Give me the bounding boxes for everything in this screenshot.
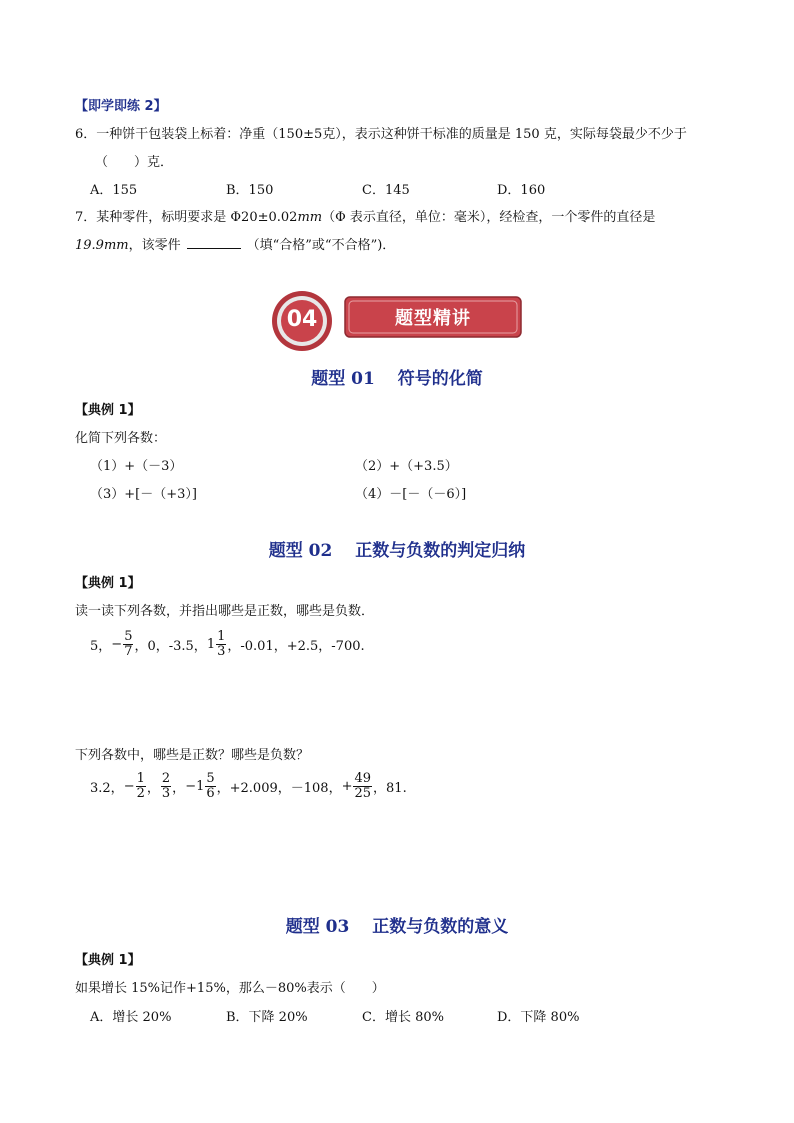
q-option-a: A．增长 20%: [90, 1010, 172, 1025]
e2-text-c: ，81.: [373, 780, 407, 796]
q7-text-d: （填“合格”或“不合格”)．: [246, 238, 396, 253]
mixed-whole: −1: [185, 778, 205, 794]
question-7-line2: [75, 234, 395, 253]
e1-frac-sign: −: [111, 636, 123, 652]
q6-option-a: A．155: [90, 183, 138, 198]
fraction: [161, 772, 171, 800]
mixed-whole: 1: [206, 636, 216, 652]
question-6-line1: 6．一种饼干包装袋上标着：净重（150±5克），表示这种饼干标准的质量是 150 克，实际每袋最少不少于: [75, 127, 687, 142]
fraction-numerator: 5: [124, 628, 133, 644]
fraction: [136, 772, 146, 800]
type01-intro: 化简下列各数：: [75, 431, 167, 446]
type03-title: 题型 03 正数与负数的意义: [285, 917, 509, 937]
q6-option-c: C．145: [362, 183, 410, 198]
mixed-number: [207, 630, 228, 658]
type01-tag: 【典例 1】: [75, 403, 141, 418]
type02-title: 题型 02 正数与负数的判定归纳: [268, 541, 526, 561]
question-6-line2: （ ）克．: [95, 155, 174, 170]
type02-intro-1: 读一读下列各数，并指出哪些是正数，哪些是负数．: [75, 604, 375, 619]
q-option-b: B．下降 20%: [226, 1010, 308, 1025]
e1-text-a: 5，: [90, 638, 112, 654]
e2-sep-1: ，: [146, 780, 160, 796]
type02-intro-2: 下列各数中，哪些是正数？哪些是负数？: [75, 748, 310, 763]
type01-item-4: （4）－[－（－6）]: [355, 487, 467, 502]
q6-option-b: B．150: [226, 183, 274, 198]
fraction-denominator: 2: [136, 785, 145, 801]
type02-number-list-2: [90, 766, 407, 806]
fraction: [353, 772, 372, 800]
type03-question: 如果增长 15%记作+15%，那么－80%表示（ ）: [75, 981, 385, 996]
fraction-denominator: 3: [217, 643, 226, 659]
q7-unit-2: mm: [103, 238, 129, 253]
fraction-denominator: 3: [161, 785, 171, 801]
e2-text-b: ，+2.009，－108，: [216, 780, 342, 796]
q-option-c: C．增长 80%: [362, 1010, 444, 1025]
fraction-denominator: 25: [354, 785, 372, 801]
type01-item-2: （2）+（+3.5）: [355, 459, 458, 474]
e2-text-a: 3.2，: [90, 780, 124, 796]
type01-item-1: （1）+（－3）: [90, 459, 183, 474]
type01-title: 题型 01 符号的化简: [311, 369, 483, 389]
q6-option-d: D．160: [497, 183, 546, 198]
fraction-numerator: 2: [161, 770, 171, 786]
fraction-denominator: 7: [124, 643, 133, 659]
q7-text-c: ，该零件: [128, 238, 181, 253]
fraction-numerator: 5: [206, 770, 215, 786]
question-7-line1: [75, 206, 655, 225]
section-banner: [270, 290, 525, 352]
e1-text-c: ，-0.01，+2.5，-700.: [227, 638, 365, 654]
q7-text-b: （Φ 表示直径，单位：毫米），经检查，一个零件的直径是: [322, 210, 656, 225]
type02-number-list-1: [90, 624, 365, 664]
q-option-d: D．下降 80%: [497, 1010, 580, 1025]
fraction-numerator: 1: [136, 770, 145, 786]
banner-number: 04: [286, 307, 318, 332]
type02-tag: 【典例 1】: [75, 576, 141, 591]
fraction-numerator: 1: [217, 628, 226, 644]
type01-item-3: （3）+[－（+3）]: [90, 487, 197, 502]
banner-title: 题型精讲: [395, 308, 471, 329]
mixed-number: [185, 772, 216, 800]
e2-frac1-sign: −: [123, 778, 135, 794]
e2-sep-2: ，: [172, 780, 186, 796]
e2-frac3-sign: +: [341, 778, 353, 794]
q7-number: 19.9: [75, 238, 104, 253]
q7-text-a: 7．某种零件，标明要求是 Φ20±0.02: [75, 210, 298, 225]
practice-tag: 【即学即练 2】: [75, 99, 167, 114]
fraction-denominator: 6: [206, 785, 215, 801]
q7-unit-1: mm: [297, 210, 323, 225]
type03-tag: 【典例 1】: [75, 953, 141, 968]
fraction-numerator: 49: [354, 770, 372, 786]
e1-text-b: ，0，-3.5，: [134, 638, 207, 654]
fraction: [123, 630, 133, 658]
answer-blank[interactable]: [187, 237, 241, 249]
